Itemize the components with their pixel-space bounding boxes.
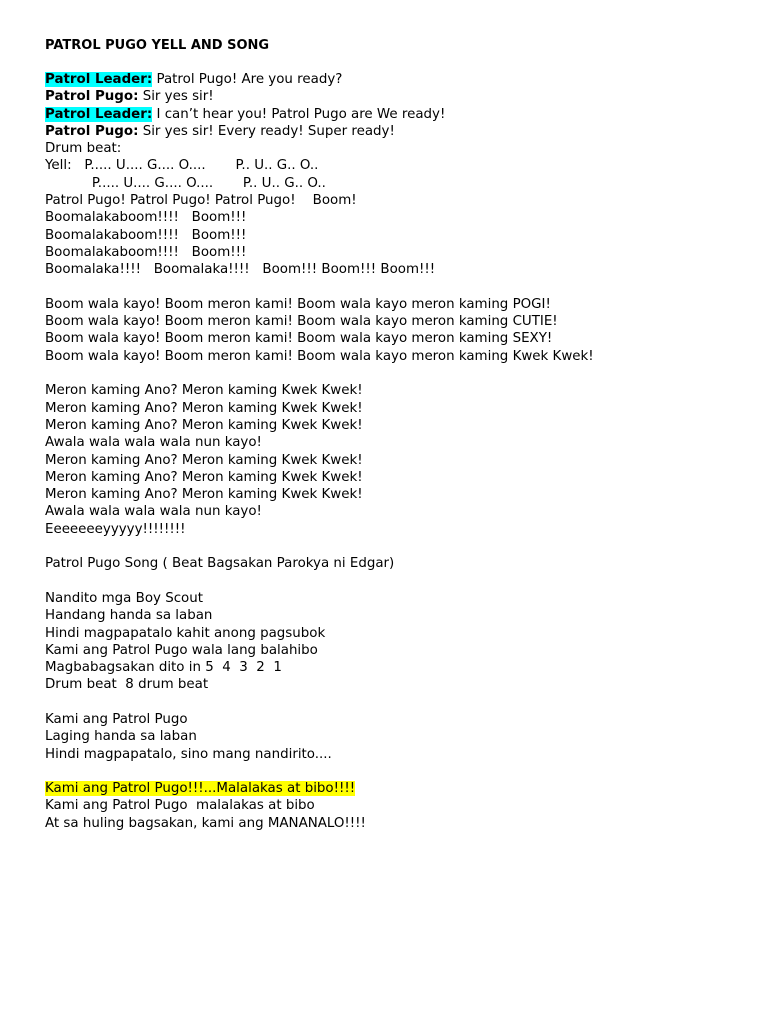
yell-line: Boomalakaboom!!!! Boom!!! bbox=[45, 210, 247, 226]
yell-line: Boomalakaboom!!!! Boom!!! bbox=[45, 227, 247, 243]
meron-line: Meron kaming Ano? Meron kaming Kwek Kwek! bbox=[45, 452, 363, 468]
dialogue-text: Sir yes sir! Every ready! Super ready! bbox=[138, 123, 395, 139]
dialogue-text: Patrol Pugo! Are you ready? bbox=[152, 72, 343, 87]
speaker-label: Patrol Leader: bbox=[45, 72, 153, 87]
highlighted-text: Kami ang Patrol Pugo!!!...Malalakas at bibo!!!! bbox=[45, 781, 356, 797]
yell-section bbox=[45, 140, 745, 278]
dialogue-line bbox=[45, 88, 745, 105]
verse-1 bbox=[45, 590, 745, 694]
dialogue-section bbox=[45, 71, 745, 140]
verse-line: At sa huling bagsakan, kami ang MANANALO!!!! bbox=[45, 815, 366, 831]
verse-line: Hindi magpapatalo kahit anong pagsubok bbox=[45, 625, 326, 641]
blank-line bbox=[45, 763, 745, 780]
speaker-label: Patrol Pugo: bbox=[45, 123, 139, 139]
verse-line: Kami ang Patrol Pugo malalakas at bibo bbox=[45, 798, 315, 814]
document-title: PATROL PUGO YELL AND SONG bbox=[45, 38, 270, 53]
yell-line: Boomalaka!!!! Boomalaka!!!! Boom!!! Boom!!! Boom!!! bbox=[45, 262, 436, 278]
meron-line: Awala wala wala wala nun kayo! bbox=[45, 504, 262, 520]
speaker-label: Patrol Pugo: bbox=[45, 89, 139, 105]
meron-line: Meron kaming Ano? Meron kaming Kwek Kwek! bbox=[45, 469, 363, 485]
yell-line: Drum beat: bbox=[45, 141, 122, 157]
boom-line: Boom wala kayo! Boom meron kami! Boom wala kayo meron kaming SEXY! bbox=[45, 331, 553, 347]
yell-line: Patrol Pugo! Patrol Pugo! Patrol Pugo! Boom! bbox=[45, 193, 357, 209]
yell-line: Yell: P..... U.... G.... O.... P.. U.. G.. O.. bbox=[45, 158, 319, 174]
verse-line: Laging handa sa laban bbox=[45, 729, 197, 745]
meron-line: Meron kaming Ano? Meron kaming Kwek Kwek! bbox=[45, 383, 363, 399]
dialogue-text: Sir yes sir! bbox=[138, 89, 214, 105]
blank-line bbox=[45, 279, 745, 296]
dialogue-line bbox=[45, 71, 745, 88]
verse-line: Magbabagsakan dito in 5 4 3 2 1 bbox=[45, 660, 282, 676]
yell-line: P..... U.... G.... O.... P.. U.. G.. O.. bbox=[45, 175, 326, 191]
boom-section bbox=[45, 296, 745, 365]
blank-line bbox=[45, 365, 745, 382]
boom-line: Boom wala kayo! Boom meron kami! Boom wala kayo meron kaming Kwek Kwek! bbox=[45, 348, 594, 364]
boom-line: Boom wala kayo! Boom meron kami! Boom wala kayo meron kaming CUTIE! bbox=[45, 314, 558, 330]
meron-line: Meron kaming Ano? Meron kaming Kwek Kwek! bbox=[45, 487, 363, 503]
verse-line: Hindi magpapatalo, sino mang nandirito.... bbox=[45, 746, 332, 762]
verse-line: Kami ang Patrol Pugo bbox=[45, 711, 188, 727]
verse-line: Nandito mga Boy Scout bbox=[45, 590, 203, 606]
verse-line: Kami ang Patrol Pugo wala lang balahibo bbox=[45, 642, 318, 658]
verse-line: Handang handa sa laban bbox=[45, 608, 213, 624]
dialogue-line bbox=[45, 106, 745, 123]
verse-2 bbox=[45, 711, 745, 763]
verse-3 bbox=[45, 780, 745, 832]
dialogue-line bbox=[45, 123, 745, 140]
meron-line: Awala wala wala wala nun kayo! bbox=[45, 435, 262, 451]
song-title: Patrol Pugo Song ( Beat Bagsakan Parokya ni Edgar) bbox=[45, 556, 395, 572]
blank-line bbox=[45, 538, 745, 555]
document-page bbox=[45, 37, 745, 832]
dialogue-text: I can’t hear you! Patrol Pugo are We ready! bbox=[152, 106, 446, 122]
boom-line: Boom wala kayo! Boom meron kami! Boom wala kayo meron kaming POGI! bbox=[45, 296, 551, 312]
blank-line bbox=[45, 694, 745, 711]
meron-line: Meron kaming Ano? Meron kaming Kwek Kwek! bbox=[45, 400, 363, 416]
yell-line: Boomalakaboom!!!! Boom!!! bbox=[45, 244, 247, 260]
verse-line: Drum beat 8 drum beat bbox=[45, 677, 209, 693]
verse-line-highlighted bbox=[45, 780, 745, 797]
speaker-label: Patrol Leader: bbox=[45, 106, 153, 122]
blank-line bbox=[45, 573, 745, 590]
meron-line: Eeeeeeeyyyyy!!!!!!!! bbox=[45, 521, 186, 537]
meron-line: Meron kaming Ano? Meron kaming Kwek Kwek! bbox=[45, 417, 363, 433]
meron-section bbox=[45, 382, 745, 538]
